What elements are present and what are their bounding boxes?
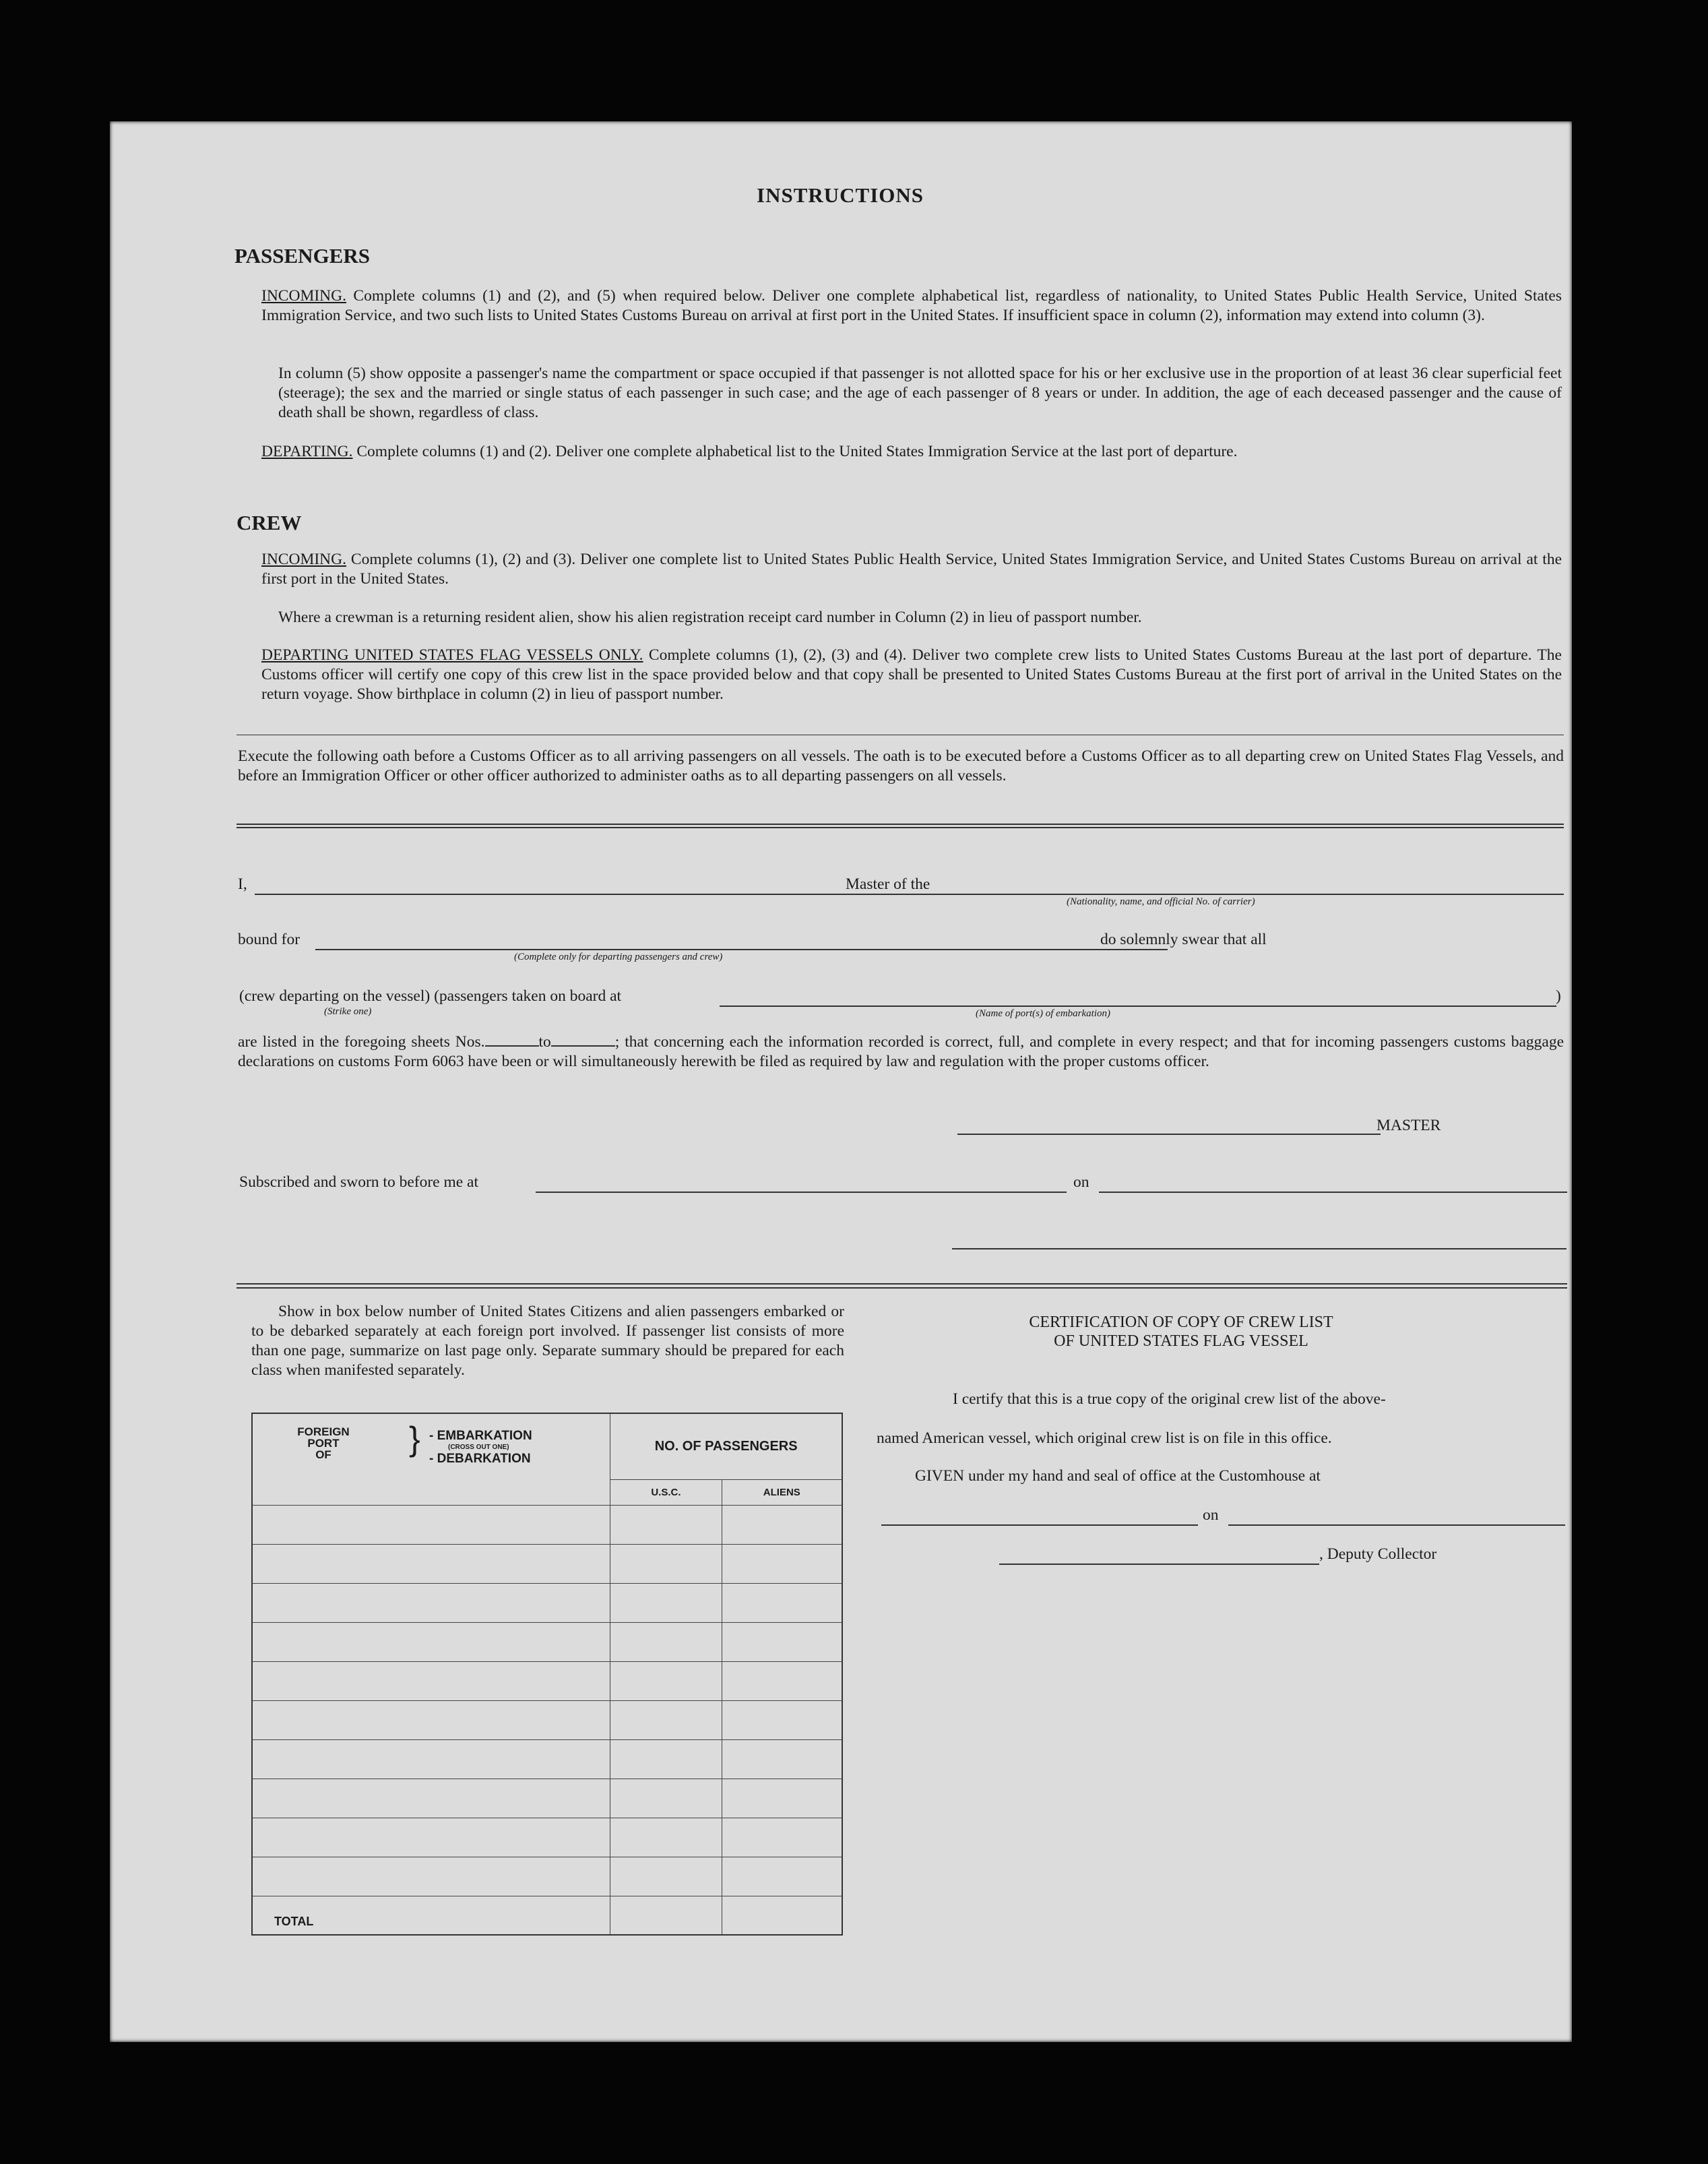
passengers-departing: [261, 442, 1562, 462]
aliens-cell[interactable]: [722, 1700, 842, 1739]
master-of-label: Master of the: [846, 875, 930, 893]
listed-to: to: [538, 1033, 551, 1051]
total-row: [252, 1896, 842, 1935]
passengers-departing-label: DEPARTING.: [261, 443, 353, 460]
aliens-total-cell[interactable]: [722, 1896, 842, 1935]
swear-text: do solemnly swear that all: [1100, 931, 1267, 948]
divider: [236, 824, 1564, 825]
sheet-from-field[interactable]: [485, 1045, 539, 1047]
port-cell[interactable]: [252, 1857, 610, 1896]
complete-note: (Complete only for departing passengers and crew): [514, 952, 723, 962]
port-header: [252, 1413, 610, 1505]
aliens-cell[interactable]: [722, 1544, 842, 1583]
usc-cell[interactable]: [610, 1583, 722, 1622]
crew-heading: CREW: [236, 511, 302, 534]
table-row: [252, 1661, 842, 1700]
usc-cell[interactable]: [610, 1622, 722, 1661]
crew-incoming: [261, 550, 1562, 589]
total-label: TOTAL: [274, 1915, 314, 1928]
passengers-column5: In column (5) show opposite a passenger's name the compartment or space occupied if that passenger is not allotted space for his or her exclusive use in the proportion of at least 36 clear superficial feet (steerage); the sex and the married or single status of each passenger in such case; and the age of each passenger of 8 years or under. In addition, the age of each deceased passenger and the cause of death shall be shown, regardless of class.: [278, 365, 1562, 421]
certification-date-field[interactable]: [1228, 1524, 1565, 1526]
subscribed-label: Subscribed and sworn to before me at: [239, 1173, 479, 1191]
passengers-incoming: [261, 286, 1562, 326]
officer-signature-field[interactable]: [952, 1248, 1567, 1249]
listed-text-b: ; that concerning each the information recorded is correct, full, and complete in every respect; and that for incoming passengers customs baggage declarations on customs Form 6063 have been or will simultaneously herewith be filed as required by law and regulation with the proper customs officer.: [238, 1033, 1564, 1070]
deputy-signature-field[interactable]: [999, 1564, 1319, 1565]
aliens-cell[interactable]: [722, 1661, 842, 1700]
cross-out-note: (CROSS OUT ONE): [448, 1444, 509, 1451]
certification-text1: I certify that this is a true copy of the original crew list of the above-: [953, 1390, 1386, 1408]
carrier-field[interactable]: [952, 894, 1564, 895]
crew-incoming-label: INCOMING.: [261, 551, 346, 568]
form-page: [110, 121, 1572, 2042]
aliens-cell[interactable]: [722, 1583, 842, 1622]
foreign-port-label: FOREIGN PORT OF: [297, 1425, 350, 1461]
deputy-collector-label: , Deputy Collector: [1319, 1545, 1437, 1563]
divider: [236, 1287, 1567, 1289]
usc-cell[interactable]: [610, 1505, 722, 1544]
usc-cell[interactable]: [610, 1700, 722, 1739]
brace-glyph: }: [409, 1420, 420, 1458]
divider: [236, 1283, 1567, 1285]
strike-one-note: (Strike one): [324, 1006, 372, 1017]
usc-cell[interactable]: [610, 1857, 722, 1896]
sheet-to-field[interactable]: [551, 1045, 615, 1047]
usc-cell[interactable]: [610, 1739, 722, 1779]
master-signature-field[interactable]: [957, 1134, 1381, 1135]
table-row: [252, 1544, 842, 1583]
no-passengers-header: NO. OF PASSENGERS: [610, 1413, 842, 1479]
table-row: [252, 1857, 842, 1896]
nationality-note: (Nationality, name, and official No. of carrier): [1067, 896, 1255, 907]
aliens-cell[interactable]: [722, 1818, 842, 1857]
certification-text3: GIVEN under my hand and seal of office at the Customhouse at: [915, 1467, 1321, 1485]
table-row: [252, 1818, 842, 1857]
port-cell[interactable]: [252, 1505, 610, 1544]
table-row: [252, 1622, 842, 1661]
port-cell[interactable]: [252, 1779, 610, 1818]
aliens-cell[interactable]: [722, 1739, 842, 1779]
table-header-row: [252, 1413, 842, 1479]
crew-departing-label: DEPARTING UNITED STATES FLAG VESSELS ONLY.: [261, 646, 643, 664]
crew-passengers-text: (crew departing on the vessel) (passengers taken on board at: [239, 987, 622, 1005]
close-paren: ): [1556, 987, 1561, 1005]
master-label: MASTER: [1377, 1117, 1441, 1134]
aliens-cell[interactable]: [722, 1857, 842, 1896]
usc-header: U.S.C.: [610, 1479, 722, 1505]
embarkation-label: - EMBARKATION: [429, 1429, 532, 1443]
usc-cell[interactable]: [610, 1779, 722, 1818]
passenger-summary-table: [251, 1413, 843, 1936]
certification-heading-line2: OF UNITED STATES FLAG VESSEL: [1054, 1332, 1308, 1350]
sworn-date-field[interactable]: [1099, 1192, 1567, 1193]
passengers-heading: PASSENGERS: [234, 244, 370, 268]
crew-departing-text: Complete columns (1), (2), (3) and (4). Deliver two complete crew lists to United States Customs Bureau at the last port of departure. The Customs officer will certify one copy of this crew list in the space provided below and that copy shall be presented to United States Customs Bureau at the first port of arrival in the United States on the return voyage. Show birthplace in column (2) in lieu of passport number.: [261, 646, 1562, 703]
crew-resident: Where a crewman is a returning resident alien, show his alien registration receipt card number in Column (2) in lieu of passport number.: [278, 609, 1142, 626]
port-cell[interactable]: [252, 1700, 610, 1739]
customhouse-field[interactable]: [881, 1524, 1198, 1526]
port-cell[interactable]: [252, 1583, 610, 1622]
oath-i: I,: [238, 875, 247, 893]
usc-cell[interactable]: [610, 1661, 722, 1700]
bound-for-label: bound for: [238, 931, 301, 948]
listed-text-a: are listed in the foregoing sheets Nos.: [238, 1033, 485, 1051]
port-cell[interactable]: [252, 1622, 610, 1661]
sworn-place-field[interactable]: [536, 1192, 1067, 1193]
aliens-cell[interactable]: [722, 1505, 842, 1544]
crew-incoming-text: Complete columns (1), (2) and (3). Deliver one complete list to United States Public Health Service, United States Immigration Service, and United States Customs Bureau on arrival at the first port in the United States.: [261, 551, 1562, 588]
summary-instructions: Show in box below number of United States Citizens and alien passengers embarked or to be debarked separately at each foreign port involved. If passenger list consists of more than one page, summarize on last page only. Separate summary should be prepared for each class when manifested separately.: [251, 1303, 844, 1379]
aliens-cell[interactable]: [722, 1779, 842, 1818]
certification-text2: named American vessel, which original crew list is on file in this office.: [877, 1429, 1332, 1447]
usc-cell[interactable]: [610, 1818, 722, 1857]
usc-cell[interactable]: [610, 1544, 722, 1583]
passengers-departing-text: Complete columns (1) and (2). Deliver one complete alphabetical list to the United States Immigration Service at the last port of departure.: [356, 443, 1238, 460]
passengers-incoming-label: INCOMING.: [261, 287, 346, 305]
ports-field[interactable]: [720, 1006, 1556, 1007]
crew-departing: [261, 646, 1562, 704]
certification-heading: [966, 1313, 1397, 1351]
certification-on: on: [1203, 1506, 1219, 1524]
table-row: [252, 1700, 842, 1739]
subscribed-on: on: [1073, 1173, 1089, 1191]
table-row: [252, 1739, 842, 1779]
total-cell: [252, 1896, 610, 1935]
page-title: INSTRUCTIONS: [757, 183, 924, 207]
divider: [236, 827, 1564, 828]
certification-heading-line1: CERTIFICATION OF COPY OF CREW LIST: [1029, 1313, 1333, 1331]
port-cell[interactable]: [252, 1818, 610, 1857]
bound-for-field[interactable]: [315, 949, 1168, 950]
port-cell[interactable]: [252, 1661, 610, 1700]
oath-intro: Execute the following oath before a Customs Officer as to all arriving passengers on all vessels. The oath is to be executed before a Customs Officer as to all departing crew on United States Flag Vessels, and before an Immigration Officer or other officer authorized to administer oaths as to all departing passengers on all vessels.: [238, 747, 1564, 784]
ports-note: (Name of port(s) of embarkation): [976, 1008, 1110, 1019]
port-cell[interactable]: [252, 1739, 610, 1779]
table-row: [252, 1505, 842, 1544]
debarkation-label: - DEBARKATION: [429, 1452, 531, 1466]
table-row: [252, 1779, 842, 1818]
aliens-cell[interactable]: [722, 1622, 842, 1661]
usc-total-cell[interactable]: [610, 1896, 722, 1935]
port-cell[interactable]: [252, 1544, 610, 1583]
table-row: [252, 1583, 842, 1622]
aliens-header: ALIENS: [722, 1479, 842, 1505]
passengers-incoming-text: Complete columns (1) and (2), and (5) when required below. Deliver one complete alphabetical list, regardless of nationality, to United States Public Health Service, United States Immigration Service, and two such lists to United States Customs Bureau on arrival at first port in the United States. If insufficient space in column (2), information may extend into column (3).: [261, 287, 1562, 324]
listed-paragraph: [238, 1032, 1564, 1072]
